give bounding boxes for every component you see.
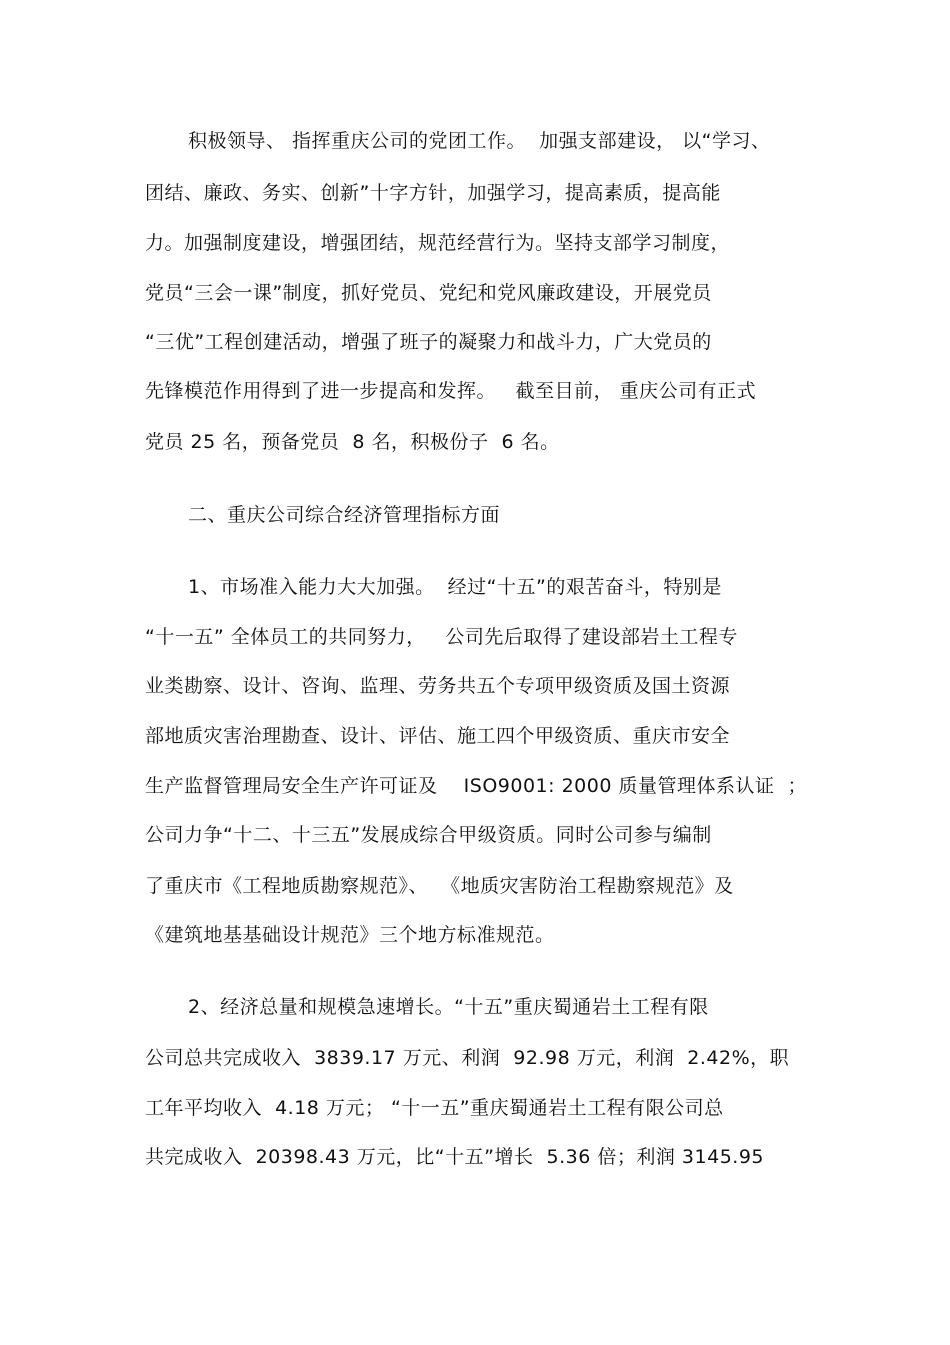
paragraph-3-line-3: 工年平均收入 4.18 万元； “十一五”重庆蜀通岩土工程有限公司总 [145,1097,724,1119]
paragraph-1-line-7: 党员 25 名，预备党员 8 名，积极份子 6 名。 [145,431,560,453]
paragraph-2-line-1: 1、市场准入能力大大加强。 经过“十五”的艰苦奋斗，特别是 [188,576,722,598]
paragraph-1-line-2: 团结、廉政、务实、创新”十字方针，加强学习，提高素质，提高能 [145,182,721,204]
paragraph-3-line-2: 公司总共完成收入 3839.17 万元、利润 92.98 万元，利润 2.42%，职 [145,1047,790,1069]
paragraph-1-line-5: “三优”工程创建活动，增强了班子的凝聚力和战斗力，广大党员的 [145,331,712,353]
paragraph-2-line-4: 部地质灾害治理勘查、设计、评估、施工四个甲级资质、重庆市安全 [145,725,731,747]
paragraph-2-line-7: 了重庆市《工程地质勘察规范》、 《地质灾害防治工程勘察规范》及 [145,875,734,897]
paragraph-2-line-8: 《建筑地基基础设计规范》三个地方标准规范。 [145,924,555,946]
paragraph-2-line-5: 生产监督管理局安全生产许可证及 ISO9001: 2000 质量管理体系认证 ； [145,775,808,797]
paragraph-1-line-1: 积极领导、 指挥重庆公司的党团工作。 加强支部建设， 以“学习、 [188,130,771,152]
paragraph-2-line-3: 业类勘察、设计、咨询、监理、劳务共五个专项甲级资质及国土资源 [145,675,731,697]
paragraph-3-line-4: 共完成收入 20398.43 万元，比“十五”增长 5.36 倍；利润 3145.95 [145,1146,764,1168]
paragraph-1-line-4: 党员“三会一课”制度，抓好党员、党纪和党风廉政建设，开展党员 [145,282,712,304]
paragraph-1-line-6: 先锋模范作用得到了进一步提高和发挥。 截至目前， 重庆公司有正式 [145,380,757,402]
paragraph-2-line-2: “十一五” 全体员工的共同努力， 公司先后取得了建设部岩土工程专 [145,626,738,648]
paragraph-1-line-3: 力。加强制度建设，增强团结，规范经营行为。坚持支部学习制度， [145,232,731,254]
section-heading: 二、重庆公司综合经济管理指标方面 [188,504,501,526]
paragraph-2-line-6: 公司力争“十二、十三五”发展成综合甲级资质。同时公司参与编制 [145,824,712,846]
paragraph-3-line-1: 2、经济总量和规模急速增长。“十五”重庆蜀通岩土工程有限 [188,996,709,1018]
